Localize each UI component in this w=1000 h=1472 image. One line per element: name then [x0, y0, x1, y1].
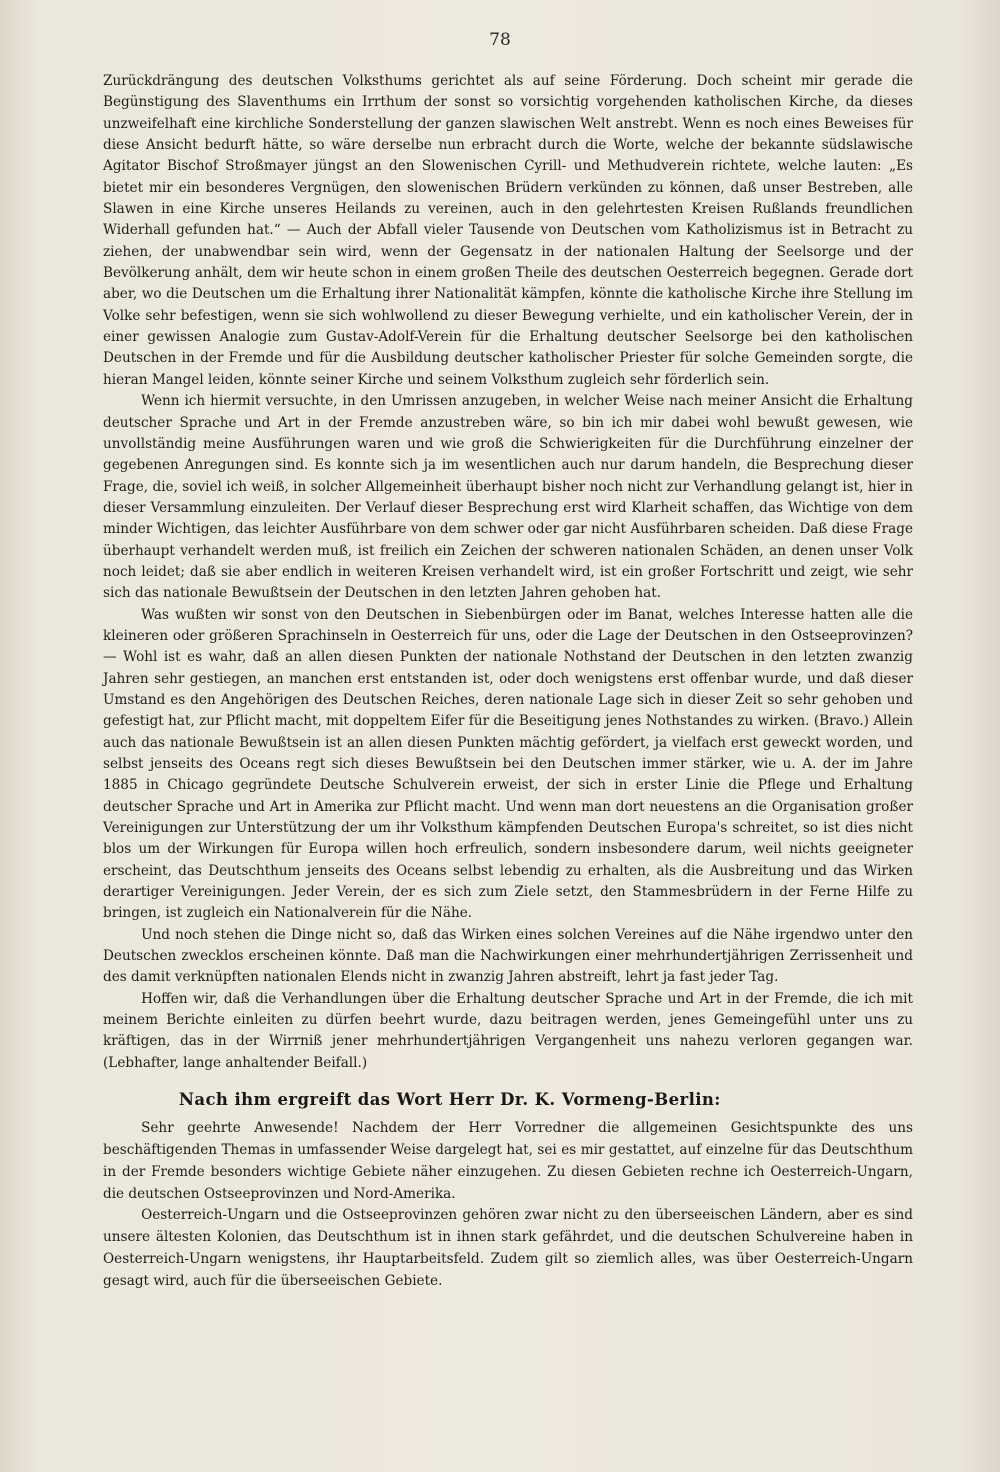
paragraph-5: Hoffen wir, daß die Verhandlungen über die Erhaltung deutscher Sprache und Art in der Fremde, die ich mit meinem Berichte einleiten zu dürfen beehrt wurde, dazu beitragen werden, jenes Gemeingefühl unter uns zu kräftigen, das in der Wirrniß jener mehrhundertjährigen Vergangenheit uns nahezu verloren gegangen war. (Lebhafter, lange anhaltender Beifall.): [103, 990, 913, 1071]
body-text: [103, 71, 913, 1293]
paragraph-2: Wenn ich hiermit versuchte, in den Umrissen anzugeben, in welcher Weise nach meiner Ansicht die Erhaltung deutscher Sprache und Art in der Fremde anzustreben wäre, so bin ich mir dabei wohl bewußt gewesen, wie unvollständig meine Ausführungen waren und wie groß die Schwierigkeiten für die Durchführung einzelner der gegebenen Anregungen sind. Es konnte sich ja im wesentlichen auch nur darum handeln, die Besprechung dieser Frage, die, soviel ich weiß, in solcher Allgemeinheit überhaupt bisher noch nicht zur Verhandlung gelangt ist, hier in dieser Versammlung einzuleiten. Der Verlauf dieser Besprechung erst wird Klarheit schaffen, das Wichtige von dem minder Wichtigen, das leichter Ausführbare von dem schwer oder gar nicht Ausführbaren scheiden. Daß diese Frage überhaupt verhandelt werden muß, ist freilich ein Zeichen der schweren nationalen Schäden, an denen unser Volk noch leidet; daß sie aber endlich in weiteren Kreisen verhandelt wird, ist ein großer Fortschritt und zeigt, wie sehr sich das nationale Bewußtsein der Deutschen in den letzten Jahren gehoben hat.: [103, 393, 913, 602]
paragraph-4: Und noch stehen die Dinge nicht so, daß das Wirken eines solchen Vereines auf die Nähe irgendwo unter den Deutschen zwecklos erscheinen könnte. Daß man die Nachwirkungen einer mehrhundertjährigen Zerrissenheit und des damit verknüpften nationalen Elends nicht in zwanzig Jahren abstreift, lehrt ja fast jeder Tag.: [103, 926, 913, 986]
speaker-heading: Nach ihm ergreift das Wort Herr Dr. K. Vormeng-Berlin:: [178, 1090, 721, 1110]
speaker-paragraph-1: Sehr geehrte Anwesende! Nachdem der Herr Vorredner die allgemeinen Gesichtspunkte des uns beschäftigenden Themas in umfassender Weise dargelegt hat, sei es mir gestattet, auf einzelne für das Deutschthum in der Fremde besonders wichtige Gebiete näher einzugehen. Zu diesen Gebieten rechne ich Oesterreich-Ungarn, die deutschen Ostseeprovinzen und Nord-Amerika.: [103, 1120, 913, 1202]
paragraph-3: Was wußten wir sonst von den Deutschen in Siebenbürgen oder im Banat, welches Interesse hatten alle die kleineren oder größeren Sprachinseln in Oesterreich für uns, oder die Lage der Deutschen in den Ostseeprovinzen? — Wohl ist es wahr, daß an allen diesen Punkten der nationale Nothstand der Deutschen in den letzten zwanzig Jahren sehr gestiegen, an manchen erst entstanden ist, oder doch wenigstens erst offenbar wurde, und daß dieser Umstand es den Angehörigen des Deutschen Reiches, deren nationale Lage sich in dieser Zeit so sehr gehoben und gefestigt hat, zur Pflicht macht, mit doppeltem Eifer für die Beseitigung jenes Nothstandes zu wirken. (Bravo.) Allein auch das nationale Bewußtsein ist an allen diesen Punkten mächtig gefördert, ja vielfach erst geweckt worden, und selbst jenseits des Oceans regt sich dieses Bewußtsein bei den Deutschen immer stärker, wie u. A. der im Jahre 1885 in Chicago gegründete Deutsche Schulverein erweist, der sich in erster Linie die Pflege und Erhaltung deutscher Sprache und Art in Amerika zur Pflicht macht. Und wenn man dort neuestens an die Organisation großer Vereinigungen zur Unterstützung der um ihr Volksthum kämpfenden Deutschen Europa's schreitet, so ist dies nicht blos um der Wirkungen für Europa willen hoch erfreulich, sondern insbesondere darum, weil nichts geeigneter erscheint, das Deutschthum jenseits des Oceans selbst lebendig zu erhalten, als die Ausbreitung und das Wirken derartiger Vereinigungen. Jeder Verein, der es sich zum Ziele setzt, den Stammesbrüdern in der Ferne Hilfe zu bringen, ist zugleich ein Nationalverein für die Nähe.: [103, 606, 913, 922]
page-number: 78: [489, 30, 511, 50]
speaker-paragraph-2: Oesterreich-Ungarn und die Ostseeprovinzen gehören zwar nicht zu den überseeischen Ländern, aber es sind unsere ältesten Kolonien, das Deutschthum ist in ihnen stark gefährdet, und die deutschen Schulvereine haben in Oesterreich-Ungarn wenigstens, ihr Hauptarbeitsfeld. Zudem gilt so ziemlich alles, was über Oesterreich-Ungarn gesagt wird, auch für die überseeischen Gebiete.: [103, 1207, 913, 1289]
paragraph-1: Zurückdrängung des deutschen Volksthums gerichtet als auf seine Förderung. Doch scheint mir gerade die Begünstigung des Slaventhums ein Irrthum der sonst so vorsichtig vorgehenden katholischen Kirche, da dieses unzweifelhaft eine kirchliche Sonderstellung der ganzen slawischen Welt anstrebt. Wenn es noch eines Beweises für diese Ansicht bedurft hätte, so wäre derselbe nun erbracht durch die Worte, welche der bekannte südslawische Agitator Bischof Stroßmayer jüngst an den Slowenischen Cyrill- und Methudverein richtete, welche lauten: „Es bietet mir ein besonderes Vergnügen, den slowenischen Brüdern verkünden zu können, daß unser Bestreben, alle Slawen in eine Kirche unseres Heilands zu vereinen, auch in den gelehrtesten Kreisen Rußlands freundlichen Widerhall gefunden hat.“ — Auch der Abfall vieler Tausende von Deutschen vom Katholizismus ist in Betracht zu ziehen, der unabwendbar sein wird, wenn der Gegensatz in der nationalen Haltung der Seelsorge und der Bevölkerung anhält, dem wir heute schon in einem großen Theile des deutschen Oesterreich begegnen. Gerade dort aber, wo die Deutschen um die Erhaltung ihrer Nationalität kämpfen, könnte die katholische Kirche ihre Stellung im Volke sehr befestigen, wenn sie sich wohlwollend zu dieser Bewegung verhielte, und ein katholischer Verein, der in einer gewissen Analogie zum Gustav-Adolf-Verein für die Erhaltung deutscher Seelsorge bei den katholischen Deutschen in der Fremde und für die Ausbildung deutscher katholischer Priester für solche Gemeinden sorgte, die hieran Mangel leiden, könnte seiner Kirche und seinem Volksthum zugleich sehr förderlich sein.: [103, 73, 913, 388]
